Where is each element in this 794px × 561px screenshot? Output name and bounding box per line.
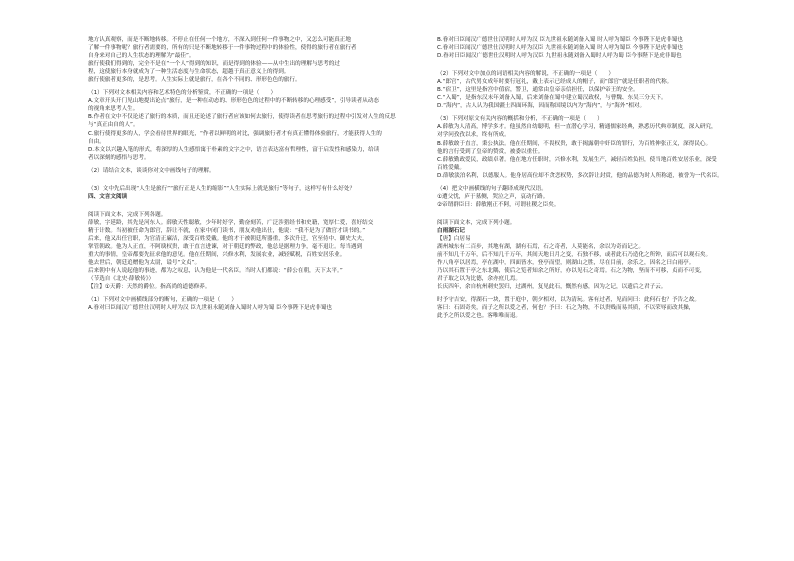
text-line: 者以深刻的感悟与思考。 (88, 154, 150, 161)
text-line: 自身来对自己的人生状态的理解为“最佳”。 (88, 53, 195, 60)
text-line: 薛敏，字延龄，其先是河东人。薛敏天性聪敏，少年时好学，勤奋刻苦，广泛涉猎经书和史籍，宽厚仁爱，喜好结交 (88, 219, 374, 226)
text-line: 客曰：石固奇矣，而子之所以爱之者，何也？予曰：石之为物，不以贵贱而易其质，不以荣辱而改其操， (437, 305, 695, 312)
text-line: （1）下列对文中画横线部分的断句，正确的一项是（ ） (88, 297, 237, 304)
text-line: C.薛敏勤政爱民，政绩卓著。他在地方任职时，兴修水利，发展生产，减轻百姓负担，使当地百姓安居乐业，深受 (437, 156, 717, 163)
text-line: ②帝谓群臣曰：薛敏刚正不阿，可谓社稷之臣矣。 (437, 201, 560, 208)
text-line: 重大的事情，皇帝都要先征求他的意见。他在任期间，兴修水利，发展农业，减轻赋税，百姓安居乐业。 (88, 252, 346, 259)
text-line: 湖州城东有二百步，其地有湖，湖有石焉，石之奇者，人莫能名，余以为奇而记之。 (437, 244, 644, 251)
text-line: 作八角亭以居焉，亭在湖中，四面皆水，登亭而望，则湖山之胜，尽在目前，余乐之，因名之曰白雨亭。 (437, 260, 695, 267)
text-line: C.“入蜀”，是指东汉末年刘备入蜀，后来刘备在蜀中建立蜀汉政权，与曹魏、东吴三分天下。 (437, 95, 667, 102)
text-line: 君子取之以为比德，余亦庶几焉。 (437, 276, 521, 283)
text-line: C.眷对曰臣闻汉广德世仕汉明时人呼为汉臣 九世祖永随刘备入蜀 时人呼为蜀臣 今事陛下是虎非蜀也 (437, 45, 683, 52)
text-line: B.薛敏敢于直言，秉公执法。他在任期间，不畏权贵，敢于揭露朝中奸臣的罪行，为百姓伸张正义，深得民心。 (437, 140, 712, 147)
text-line: 后来朝中有人说起他的事迹，都为之叹息，认为他是一代名臣。当时人们都说：“薛公在朝，天下太平。” (88, 268, 343, 275)
text-line: B.“宿卫”，这里是指宫中值宿，警卫，通常由皇帝亲信担任，以保护帝王的安全。 (437, 87, 639, 94)
left-column (88, 36, 406, 312)
text-line: 前不知几千万年，后不知几千万年，其间天地日月之变，石独不移，或者此石乃造化之所钟，而后可以观石矣。 (437, 252, 712, 259)
text-line: 长庆四年，余自杭州刺史罢归，过湖州，复见此石，慨然有感，因为之记，以遗后之君子云。 (437, 284, 667, 291)
text-line: 乃以其石置于亭之东北隅，使后之览者知余之所好，亦以见石之奇焉。石之为物，坚而不可移，贞而不可变， (437, 268, 706, 275)
text-line: 他去世后，朝廷追赠他为太尉，谥号“文贞”。 (88, 260, 201, 267)
text-line: （4）把文中画横线的句子翻译成现代汉语。 (437, 185, 547, 192)
text-line: B.眷对曰臣闻汉广德世仕汉明时人呼为汉 臣九世祖永随刘备入蜀 时人呼为蜀臣 今事陛下是虎非蜀也 (437, 37, 683, 43)
text-line: D.“海内”，古人认为我国疆土四面环海，因而称国境以内为“海内”，与“海外”相对。 (437, 103, 646, 110)
text-line: 地方认真观察，而是不断地转移。不停止在任何一个地方，不深入到任何一件事物之中，又怎么可能真正地 (88, 37, 351, 43)
text-line: 旅行使旅者更多的，是思考。人生实际上就是旅行，在各个不同的、形形色色的旅行。 (88, 77, 301, 84)
text-line: 阅读下面文本，完成下列各题。 (88, 211, 167, 218)
text-line: （1）下列对文本相关内容和艺术特色的分析鉴赏，不正确的一项是（ ） (88, 90, 277, 97)
text-line: D.眷对曰臣闻汉广德世仕汉明时人呼为汉臣 九世祖永随刘备入蜀时人呼为蜀 臣今事陛下是虎非蜀也 (437, 53, 682, 60)
text-line: （3）下列对原文有关内容的概括和分析，不正确的一项是（ ） (437, 116, 603, 123)
text-line: （节选自《北史·薛敏传》） (88, 276, 155, 283)
text-line: B.作者在文中不仅论述了旅行的本质，而且还论述了旅行者应该如何去旅行，使得读者在思考旅行的过程中引发对人生的反思 (88, 114, 396, 121)
text-line: （2）请结合文本，谈谈你对文中画线句子的理解。 (88, 167, 215, 174)
text-line: A.薛敏为人清高，博学多才。他虽然自幼聪明，但一直潜心学习，精通儒家经典，熟悉历代典章制度，深入研究， (437, 124, 717, 131)
text-line: A.“郎官”，古代男女成年时要行冠礼，戴上表示已经成人的帽子，而“郎官”就是任职者的代称。 (437, 79, 673, 86)
text-line: 此予之所以爱之也。客唯唯而退。 (437, 313, 521, 320)
text-line: D.薛敏淡泊名利，以德服人。他身居高位却不贪恋权势，多次辞让封赏，他的品德为时人所称道，被誉为一代名臣。 (437, 172, 723, 179)
text-line: （3）文中先后出现“人生是旅行”“旅行正是人生的缩影”“人生实际上就是旅行”等句子，这样写有什么好处？ (88, 185, 356, 192)
text-line: （2）下列对文中加点的词语相关内容的解说，不正确的一项是（ ） (437, 71, 614, 78)
text-line: 旅行使我们得到的，完全不是在“一个人”得到的知识，而是得到的体验——从中生出的理解与思考的过 (88, 61, 340, 68)
text-line: 掌管朝政。他为人正直，不阿谀权贵，敢于直言进谏，对于朝廷的弊政，他总是据理力争，毫不退让。每当遇到 (88, 244, 363, 251)
text-line: 他的言行受到了皇帝的赞赏，被委以重任。 (437, 148, 544, 155)
text-line: 的视角来思考人生。 (88, 106, 139, 113)
text-line: A.文章开头开门见山地提出论点“旅行，是一种在动态的、形形色色的过程中的不断转移的心理感受”，引导读者从动态 (88, 98, 379, 105)
text-line: 阅读下面文本，完成下列小题。 (437, 219, 516, 226)
article-title: 白雨湖石记 (437, 227, 465, 234)
text-line: 程，这使旅行本身就成为了一种生活态度与生命状态，超越于真正意义上的得到。 (88, 69, 290, 76)
text-line: 精于计数。当初被任命为郎官，辞让不就，在家中闭门读书，朋友劝他出仕，他说：“我不是为了做官才读书的。” (88, 227, 366, 234)
text-line: 后来，他又出任官职，为官清正廉洁，深受百姓爱戴。他的才干被朝廷所器重，多次升迁，官至侍中、御史大夫， (88, 235, 368, 242)
text-line: D.本文以兴趣入笔的形式，将深厚的人生感悟寓于朴素的文字之中，语言表达富有哲理性，富于启发性和感染力，给读 (88, 146, 380, 153)
text-line: A.眷对曰臣闻汉广德世仕汉明时人呼为汉 臣九世祖永随刘备入蜀时人呼为蜀 臣今事陛下是虎非蜀也 (88, 305, 333, 312)
section-heading: 四、文言文阅读 (88, 193, 128, 200)
text-line: 百姓爱戴。 (437, 164, 465, 171)
text-line: 【唐】白居易 (437, 235, 471, 242)
text-line: 了解一件事物呢？旅行者需要的，所有的只是不断地转移于一件事物过程中的体验性，使得的旅行者在旅行者 (88, 45, 357, 52)
text-line: ①遭父忧，庐于墓侧，哭泣之声，哀动行路。 (437, 193, 549, 200)
text-line: C.旅行使得更多的人，学会看待世界的眼光，“作者以鲜明的对比，强调旅行者才有真正懂得体验旅行，才能获得人生的 (88, 130, 382, 137)
text-line: 与“真正由自的人”。 (88, 122, 139, 129)
text-line: 【注】①天爵：天然的爵位。指高尚的道德修养。 (88, 284, 211, 291)
right-column (437, 36, 755, 320)
text-line: 时予守吉安，得湖石一块，置于庭中，朝夕相对，以为清玩。客有过者，见而问曰：此何石也？予告之故。 (437, 297, 700, 304)
text-line: 对学问孜孜以求，终有所成。 (437, 132, 510, 139)
text-line: 自由。 (88, 138, 105, 145)
